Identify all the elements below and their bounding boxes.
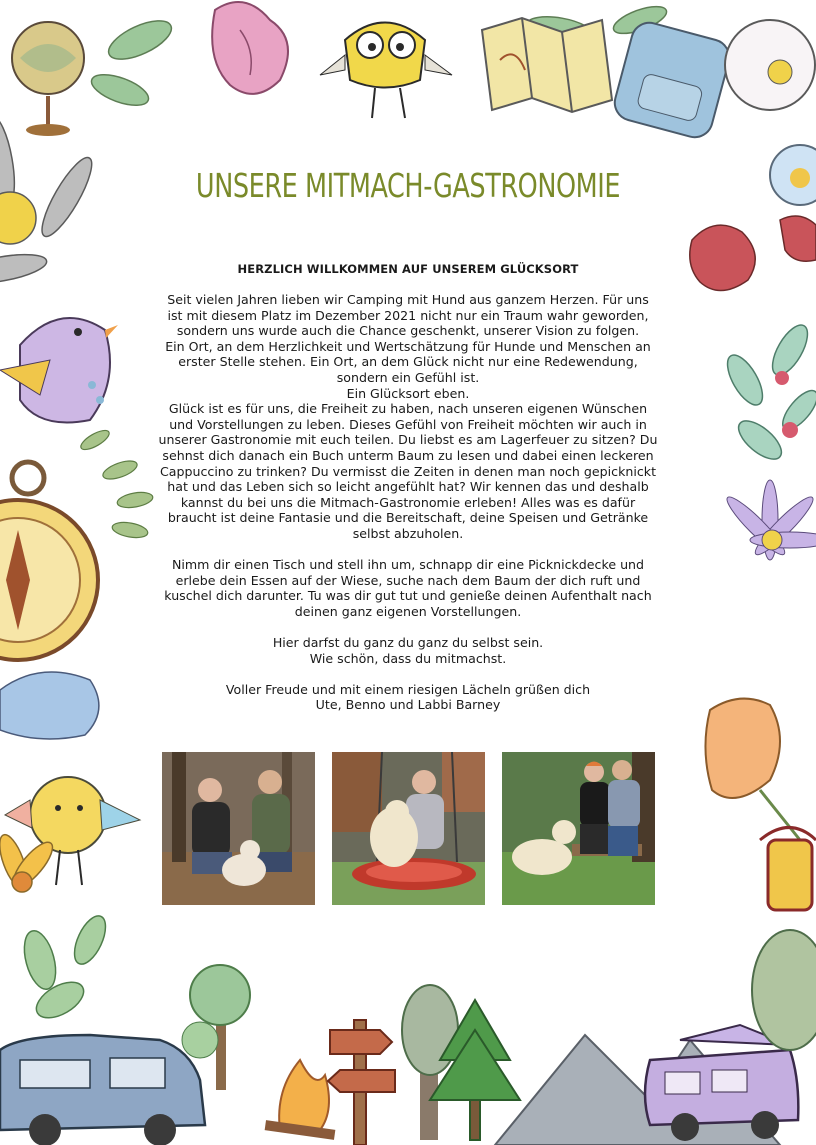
paragraph: Nimm dir einen Tisch und stell ihn um, schnapp dir eine Picknickdecke und erlebe dein Essen auf der Wiese, suche nach dem Baum der dich ruft und kuschel dich darunter. Tu was dir gut tut und genieße deinen Aufenthalt nach deinen ganz eigenen Vorstellungen. — [164, 557, 652, 619]
flower-icon — [212, 2, 288, 94]
flower-icon — [725, 20, 815, 110]
lantern-icon — [760, 828, 816, 911]
campfire-icon — [265, 1060, 336, 1140]
signature: Ute, Benno und Labbi Barney — [315, 697, 501, 713]
paragraph: Ein Ort, an dem Herzlichkeit und Wertschätzung für Hunde und Menschen an erster Stelle stehen. Ein Ort, an dem Glück nicht nur eine Redewendung, sondern ein Gefühl ist. — [165, 338, 651, 385]
compass-icon — [0, 462, 98, 660]
leaf-icon — [19, 911, 112, 1025]
photo-couple-with-dog-bench — [502, 752, 655, 905]
spacer — [158, 619, 658, 635]
welcome-text — [158, 292, 658, 713]
page-title: UNSERE MITMACH-GASTRONOMIE — [195, 166, 621, 205]
flower-icon — [722, 480, 816, 560]
paragraph: Seit vielen Jahren lieben wir Camping mit Hund aus ganzem Herzen. Für uns ist mit diesem Platz im Dezember 2021 nicht nur ein Traum wahr geworden, sondern uns wurde auch die Chance geschenkt, unserer Vision zu folgen. — [167, 292, 649, 339]
photo-row — [162, 752, 654, 905]
spacer — [158, 666, 658, 682]
paragraph: Glück ist es für uns, die Freiheit zu haben, nach unseren eigenen Wünschen und Vorstellungen zu leben. Dieses Gefühl von Freiheit möchten wir auch in unserer Gastronomie mit euch teilen. Du liebst es am Lagerfeuer zu sitzen? Du sehnst dich danach ein Buch unterm Baum zu lesen und dabei einen leckeren Cappuccino zu trinken? Du vermisst die Zeiten in denen man noch gepicknickt hat und das Leben sich so leicht angefühlt hat? Wir kennen das und deshalb kannst du bei uns die Mitmach-Gastronomie erleben! Alles was es dafür braucht ist deine Fantasie und die Bereitschaft, deine Speisen und Getränke selbst abzuholen. — [158, 401, 658, 541]
tree-icon — [752, 930, 816, 1050]
bird-icon — [0, 318, 118, 423]
leaf-icon — [721, 320, 816, 466]
paragraph: Voller Freude und mit einem riesigen Lächeln grüßen dich — [225, 681, 591, 697]
map-icon — [482, 18, 612, 112]
spacer — [158, 542, 658, 558]
photo-woman-dog-swing — [332, 752, 485, 905]
paragraph: Ein Glücksort eben. — [346, 385, 470, 401]
flower-icon — [705, 699, 800, 840]
flower-icon — [0, 672, 99, 739]
daisy-icon — [0, 114, 100, 288]
flower-icon — [690, 216, 816, 291]
photo-couple-with-dog-forest — [162, 752, 315, 905]
welcome-heading: HERZLICH WILLKOMMEN AUF UNSEREM GLÜCKSORT — [237, 262, 579, 276]
paragraph: Hier darfst du ganz du ganz du selbst sein. — [272, 635, 544, 651]
flower-icon — [770, 145, 816, 205]
leaf-icon — [78, 427, 154, 540]
signpost-icon — [328, 1020, 395, 1145]
globe-icon — [12, 22, 84, 136]
paragraph: Wie schön, dass du mitmachst. — [309, 650, 507, 666]
campervan-icon — [0, 1035, 205, 1145]
tree-icon — [402, 985, 458, 1140]
owl-icon — [320, 23, 452, 119]
backpack-icon — [611, 19, 733, 141]
